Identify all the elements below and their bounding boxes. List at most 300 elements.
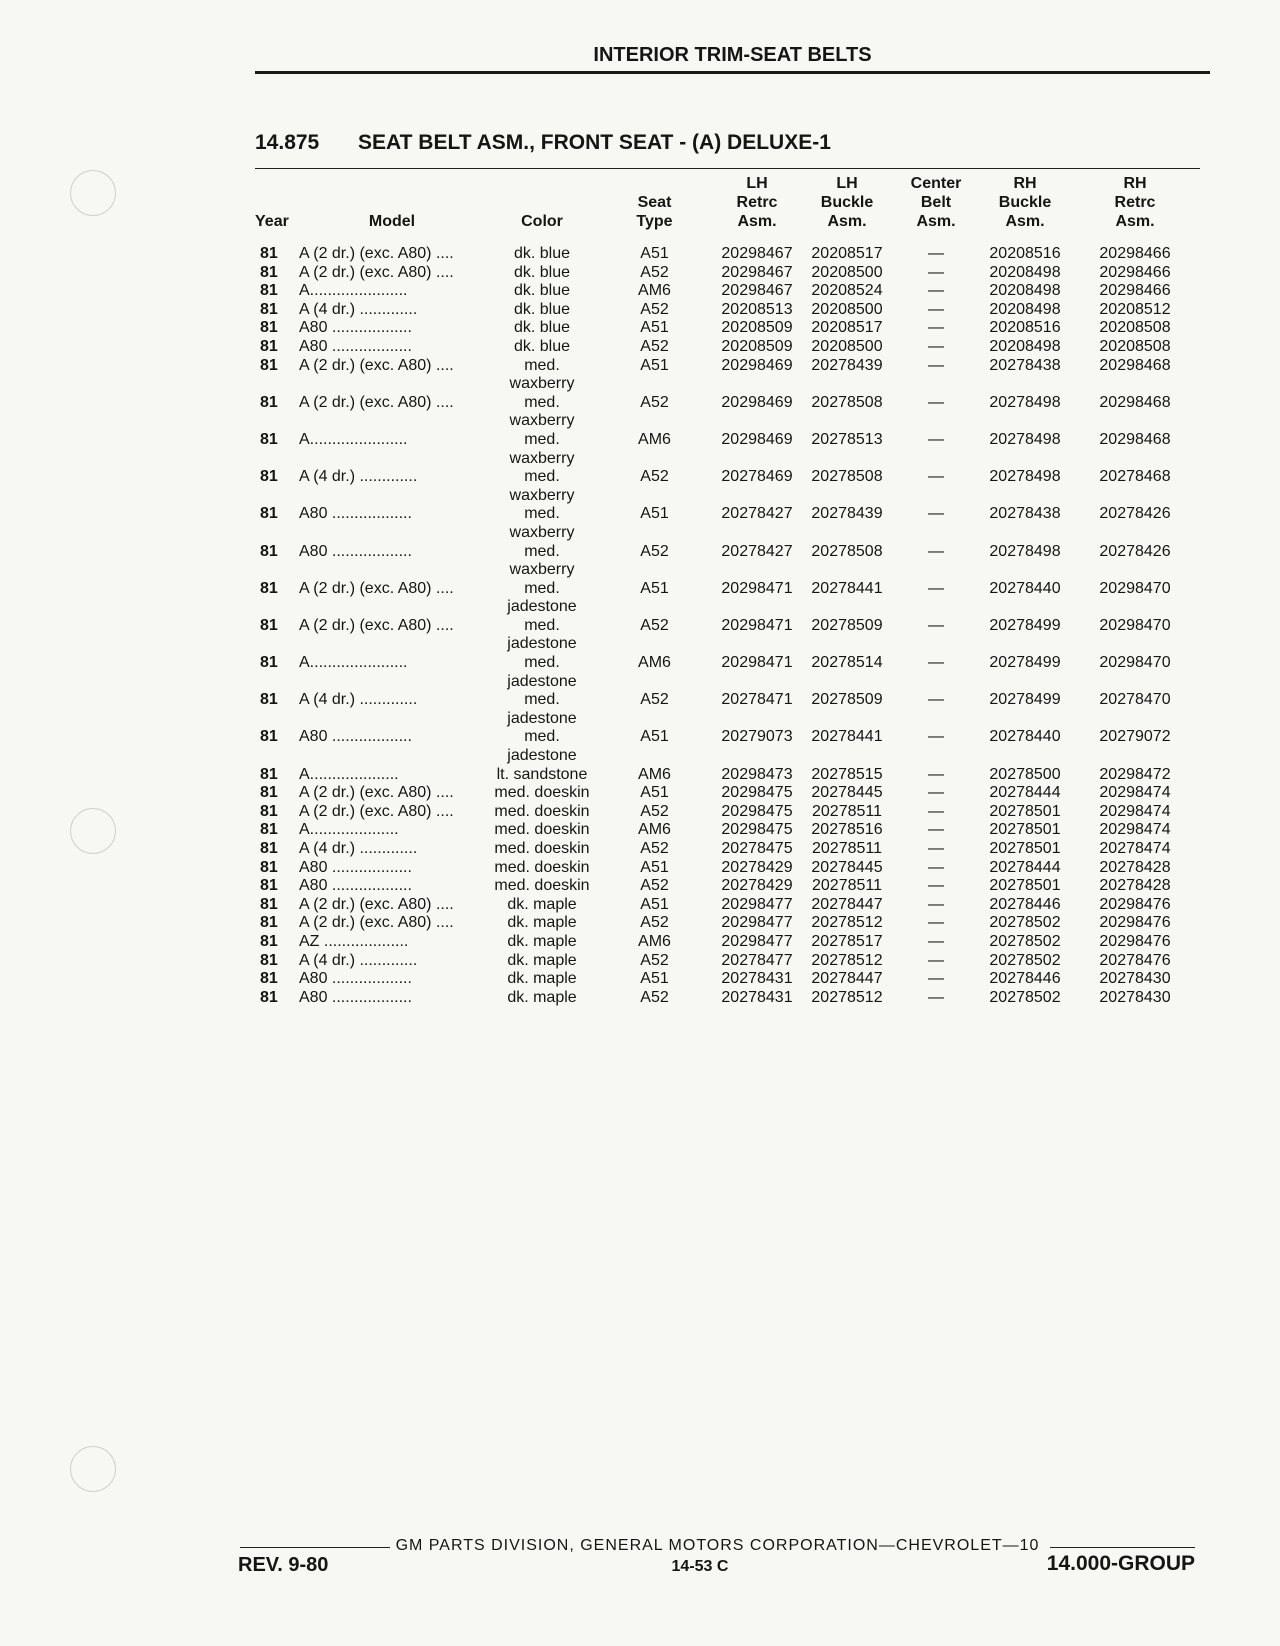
row-rh-retrc: 20208508 [1099,319,1171,337]
row-rh-retrc: 20278474 [1099,840,1171,857]
row-seat-type: A51 [640,970,669,988]
row-color [487,989,597,1008]
row-lh-retrc: 20208509 [721,337,793,355]
row-seat-type: A52 [640,877,669,895]
row-color [487,338,597,357]
table-row [255,989,1200,1008]
table-row [255,338,1200,357]
column-header-line: Retrc [736,194,778,211]
row-color-line: med. [524,393,560,411]
table-row [255,877,1200,896]
column-header-line: Buckle [820,194,874,211]
column-header-line: Asm. [1005,213,1045,230]
row-model: A.................... [299,821,399,839]
row-center-belt: — [928,319,944,337]
row-center-belt: — [928,654,944,672]
row-center-belt: — [928,784,944,802]
column-header-lh-buckle-asm [802,174,892,245]
table-row [255,282,1200,301]
row-rh-buckle: 20278502 [989,932,1061,950]
row-lh-retrc: 20278431 [721,970,793,988]
row-model: A80 .................. [299,988,412,1006]
row-lh-buckle: 20208500 [811,337,883,355]
row-year: 81 [260,616,278,634]
row-model: A (2 dr.) (exc. A80) .... [299,802,454,820]
row-color-line: med. [524,654,560,672]
row-lh-buckle: 20278447 [811,895,883,913]
row-color [487,357,597,394]
row-center-belt: — [928,337,944,355]
row-rh-buckle: 20278440 [989,579,1061,597]
column-header-line: Asm. [737,213,777,230]
row-lh-buckle: 20208517 [811,245,883,262]
table-body [255,245,1200,1007]
row-lh-buckle: 20278445 [811,858,883,876]
row-lh-retrc: 20278429 [721,877,793,895]
row-lh-buckle: 20278439 [811,505,883,523]
row-rh-buckle: 20278498 [989,468,1061,486]
row-center-belt: — [928,951,944,969]
row-lh-buckle: 20278509 [811,616,883,634]
row-lh-buckle: 20278508 [811,468,883,486]
row-year: 81 [260,988,278,1006]
row-seat-type: A52 [640,300,669,318]
row-color-line: dk. maple [507,914,577,932]
revision-label: REV. 9-80 [238,1554,329,1576]
row-year: 81 [260,877,278,895]
row-lh-buckle: 20278439 [811,356,883,374]
row-year: 81 [260,895,278,913]
group-label: 14.000-GROUP [1046,1552,1195,1575]
row-rh-retrc: 20278426 [1099,542,1171,560]
row-year: 81 [260,282,278,300]
row-seat-type: A52 [640,951,669,969]
row-rh-buckle: 20278498 [989,542,1061,560]
row-seat-type: A52 [640,691,669,709]
row-lh-retrc: 20278477 [721,951,793,969]
row-rh-buckle: 20278501 [989,840,1061,857]
row-seat-type: A51 [640,784,669,802]
row-center-belt: — [928,765,944,783]
row-model: A (4 dr.) ............. [299,468,418,486]
row-model: A.................... [299,765,399,783]
row-rh-retrc: 20298470 [1099,579,1171,597]
row-lh-buckle: 20278517 [811,932,883,950]
row-rh-buckle: 20278444 [989,858,1061,876]
row-lh-buckle: 20278447 [811,970,883,988]
row-rh-retrc: 20298466 [1099,263,1171,281]
row-color-line: waxberry [509,449,575,467]
row-color [487,654,597,691]
row-lh-retrc: 20298475 [721,821,793,839]
row-lh-retrc: 20208513 [721,300,793,318]
row-model: A...................... [299,430,408,448]
row-rh-buckle: 20278444 [989,784,1061,802]
row-lh-buckle: 20278509 [811,691,883,709]
table-row [255,821,1200,840]
row-color-line: jadestone [507,709,577,727]
row-center-belt: — [928,932,944,950]
table-row [255,952,1200,971]
row-rh-retrc: 20278470 [1099,691,1171,709]
column-header-line: RH [1013,175,1037,192]
column-header-rh-retrc-asm [1070,174,1200,245]
row-rh-retrc: 20279072 [1099,728,1171,746]
row-color-line: med. [524,691,560,709]
row-lh-retrc: 20278475 [721,840,793,857]
row-lh-retrc: 20298477 [721,914,793,932]
row-lh-retrc: 20298469 [721,430,793,448]
row-color [487,896,597,915]
row-seat-type: A51 [640,245,669,262]
row-center-belt: — [928,895,944,913]
row-center-belt: — [928,914,944,932]
column-header-line: RH [1123,175,1147,192]
row-rh-buckle: 20278501 [989,802,1061,820]
row-color-line: med. doeskin [494,784,590,802]
row-color [487,728,597,765]
row-model: A (2 dr.) (exc. A80) .... [299,784,454,802]
row-color [487,914,597,933]
column-header-line: Color [521,213,563,230]
row-color [487,766,597,785]
row-color-line: dk. blue [513,245,571,262]
row-model: A (4 dr.) ............. [299,840,418,857]
section-number: 14.875 [255,131,320,154]
row-rh-buckle: 20278438 [989,505,1061,523]
row-color-line: med. [524,728,560,746]
row-seat-type: A52 [640,840,669,857]
row-year: 81 [260,319,278,337]
row-model: A80 .................. [299,877,412,895]
section-title: SEAT BELT ASM., FRONT SEAT - (A) DELUXE-1 [358,131,831,154]
row-color-line: med. [524,468,560,486]
row-lh-buckle: 20208517 [811,319,883,337]
footer-division-text: GM PARTS DIVISION, GENERAL MOTORS CORPORATION—CHEVROLET—10 [395,1537,1040,1554]
row-model: A (2 dr.) (exc. A80) .... [299,914,454,932]
row-rh-buckle: 20278440 [989,728,1061,746]
row-color-line: dk. maple [507,970,577,988]
row-lh-retrc: 20278427 [721,505,793,523]
row-rh-buckle: 20208498 [989,263,1061,281]
row-rh-buckle: 20278499 [989,654,1061,672]
row-lh-buckle: 20278514 [811,654,883,672]
row-seat-type: A52 [640,802,669,820]
row-color-line: dk. blue [513,337,571,355]
seat-belt-parts-table [255,174,1200,1007]
row-year: 81 [260,337,278,355]
row-center-belt: — [928,393,944,411]
row-model: A (2 dr.) (exc. A80) .... [299,393,454,411]
row-rh-retrc: 20298468 [1099,393,1171,411]
row-model: A80 .................. [299,970,412,988]
table-row [255,654,1200,691]
row-year: 81 [260,468,278,486]
row-color-line: dk. blue [513,300,571,318]
row-center-belt: — [928,245,944,262]
row-center-belt: — [928,505,944,523]
row-color [487,282,597,301]
row-model: A80 .................. [299,728,412,746]
row-color [487,933,597,952]
row-color-line: med. doeskin [494,877,590,895]
row-model: A (4 dr.) ............. [299,300,418,318]
row-color-line: dk. blue [513,319,571,337]
row-lh-buckle: 20278512 [811,914,883,932]
row-center-belt: — [928,988,944,1006]
column-header-line: LH [746,175,768,192]
row-color-line: med. [524,616,560,634]
column-header-center-belt-asm [892,174,980,245]
row-rh-retrc: 20278430 [1099,988,1171,1006]
row-model: A (2 dr.) (exc. A80) .... [299,245,454,262]
row-rh-buckle: 20278499 [989,691,1061,709]
row-model: A80 .................. [299,858,412,876]
row-lh-buckle: 20278441 [811,728,883,746]
row-year: 81 [260,858,278,876]
row-color [487,840,597,859]
table-top-rule [255,168,1200,169]
row-rh-buckle: 20208498 [989,300,1061,318]
row-seat-type: A51 [640,728,669,746]
row-rh-retrc: 20298470 [1099,654,1171,672]
table-row [255,859,1200,878]
row-color [487,877,597,896]
row-lh-retrc: 20298471 [721,579,793,597]
row-year: 81 [260,765,278,783]
row-color-line: med. doeskin [494,840,590,857]
row-seat-type: AM6 [638,765,671,783]
row-lh-buckle: 20278512 [811,951,883,969]
row-rh-buckle: 20278502 [989,914,1061,932]
row-color-line: waxberry [509,561,575,579]
row-model: A...................... [299,654,408,672]
row-seat-type: A51 [640,579,669,597]
column-header-year [255,174,297,245]
row-lh-buckle: 20278516 [811,821,883,839]
row-year: 81 [260,356,278,374]
column-header-seat-type [597,174,712,245]
column-header-line: Asm. [827,213,867,230]
row-lh-buckle: 20208500 [811,300,883,318]
column-header-line: Asm. [916,213,956,230]
row-color [487,784,597,803]
row-model: A (2 dr.) (exc. A80) .... [299,263,454,281]
row-seat-type: A51 [640,319,669,337]
row-color-line: med. [524,356,560,374]
row-year: 81 [260,542,278,560]
row-rh-buckle: 20278498 [989,393,1061,411]
row-color [487,394,597,431]
row-rh-buckle: 20278499 [989,616,1061,634]
row-rh-retrc: 20298476 [1099,932,1171,950]
table-row [255,543,1200,580]
page-number: 14-53 C [671,1558,729,1575]
row-lh-buckle: 20278513 [811,430,883,448]
row-model: A80 .................. [299,505,412,523]
row-rh-buckle: 20278500 [989,765,1061,783]
row-center-belt: — [928,691,944,709]
row-color [487,617,597,654]
row-lh-retrc: 20298469 [721,356,793,374]
row-year: 81 [260,505,278,523]
row-color [487,543,597,580]
row-lh-retrc: 20278427 [721,542,793,560]
table-row [255,803,1200,822]
table-row [255,933,1200,952]
row-rh-buckle: 20278502 [989,951,1061,969]
row-center-belt: — [928,616,944,634]
row-color-line: jadestone [507,635,577,653]
column-header-model [297,174,487,245]
row-rh-retrc: 20298476 [1099,895,1171,913]
row-center-belt: — [928,821,944,839]
row-color-line: jadestone [507,598,577,616]
row-lh-retrc: 20278431 [721,988,793,1006]
row-seat-type: A51 [640,356,669,374]
row-year: 81 [260,821,278,839]
table-row [255,319,1200,338]
row-lh-buckle: 20278511 [812,840,882,857]
row-lh-buckle: 20278515 [811,765,883,783]
row-rh-retrc: 20298468 [1099,356,1171,374]
row-color-line: waxberry [509,523,575,541]
row-lh-retrc: 20298471 [721,616,793,634]
row-color [487,505,597,542]
row-lh-retrc: 20208509 [721,319,793,337]
row-lh-retrc: 20298471 [721,654,793,672]
table-row [255,617,1200,654]
row-lh-retrc: 20278471 [721,691,793,709]
row-color-line: med. doeskin [494,821,590,839]
row-color [487,952,597,971]
row-center-belt: — [928,356,944,374]
table-row [255,728,1200,765]
row-color [487,301,597,320]
row-lh-buckle: 20278511 [812,802,882,820]
row-color [487,803,597,822]
row-color-line: med. doeskin [494,858,590,876]
row-color-line: med. doeskin [494,802,590,820]
column-header-line: LH [836,175,858,192]
row-center-belt: — [928,840,944,857]
row-seat-type: A52 [640,988,669,1006]
row-rh-buckle: 20278502 [989,988,1061,1006]
row-color-line: waxberry [509,375,575,393]
row-rh-retrc: 20298466 [1099,245,1171,262]
row-rh-retrc: 20298470 [1099,616,1171,634]
row-rh-retrc: 20298466 [1099,282,1171,300]
table-header-row [255,174,1200,245]
row-model: A80 .................. [299,319,412,337]
row-year: 81 [260,802,278,820]
row-seat-type: AM6 [638,282,671,300]
column-header-line: Buckle [998,194,1052,211]
header-rule [255,71,1210,74]
row-rh-retrc: 20298468 [1099,430,1171,448]
row-rh-buckle: 20278501 [989,821,1061,839]
row-lh-retrc: 20298473 [721,765,793,783]
row-lh-buckle: 20208524 [811,282,883,300]
table-row [255,896,1200,915]
row-color-line: med. [524,542,560,560]
row-color-line: dk. blue [513,282,571,300]
row-lh-buckle: 20278508 [811,393,883,411]
row-center-belt: — [928,802,944,820]
row-color [487,468,597,505]
row-seat-type: A51 [640,505,669,523]
row-lh-retrc: 20298467 [721,282,793,300]
row-model: A (2 dr.) (exc. A80) .... [299,356,454,374]
table-row [255,357,1200,394]
row-year: 81 [260,300,278,318]
row-rh-retrc: 20278468 [1099,468,1171,486]
row-lh-buckle: 20278445 [811,784,883,802]
table-row [255,505,1200,542]
row-seat-type: AM6 [638,932,671,950]
row-center-belt: — [928,263,944,281]
table-row [255,691,1200,728]
row-color-line: dk. blue [513,263,571,281]
row-rh-retrc: 20208512 [1099,300,1171,318]
row-rh-retrc: 20278476 [1099,951,1171,969]
column-header-color [487,174,597,245]
row-rh-buckle: 20208498 [989,337,1061,355]
row-seat-type: A52 [640,468,669,486]
column-header-rh-buckle-asm [980,174,1070,245]
row-year: 81 [260,245,278,262]
row-model: AZ ................... [299,932,409,950]
row-color-line: waxberry [509,486,575,504]
row-center-belt: — [928,282,944,300]
row-model: A80 .................. [299,337,412,355]
row-rh-retrc: 20278426 [1099,505,1171,523]
row-year: 81 [260,728,278,746]
row-color-line: dk. maple [507,932,577,950]
row-rh-buckle: 20278438 [989,356,1061,374]
column-header-line: Center [910,175,962,192]
row-color-line: jadestone [507,672,577,690]
row-lh-buckle: 20278511 [812,877,882,895]
row-rh-retrc: 20298474 [1099,784,1171,802]
row-seat-type: A52 [640,263,669,281]
row-rh-buckle: 20278446 [989,970,1061,988]
row-year: 81 [260,263,278,281]
row-model: A...................... [299,282,408,300]
row-rh-buckle: 20208516 [989,245,1061,262]
row-lh-retrc: 20278469 [721,468,793,486]
punch-hole-top [70,170,116,216]
row-color [487,319,597,338]
punch-hole-middle [70,808,116,854]
punch-hole-bottom [70,1446,116,1492]
row-year: 81 [260,579,278,597]
row-lh-retrc: 20298475 [721,784,793,802]
column-header-line: Seat [637,194,672,211]
row-lh-buckle: 20208500 [811,263,883,281]
row-rh-buckle: 20278498 [989,430,1061,448]
row-color-line: lt. sandstone [496,765,588,783]
row-lh-retrc: 20278429 [721,858,793,876]
row-color [487,264,597,283]
row-seat-type: A51 [640,895,669,913]
row-year: 81 [260,784,278,802]
row-center-belt: — [928,468,944,486]
row-color-line: waxberry [509,412,575,430]
row-year: 81 [260,914,278,932]
row-seat-type: AM6 [638,821,671,839]
row-year: 81 [260,970,278,988]
